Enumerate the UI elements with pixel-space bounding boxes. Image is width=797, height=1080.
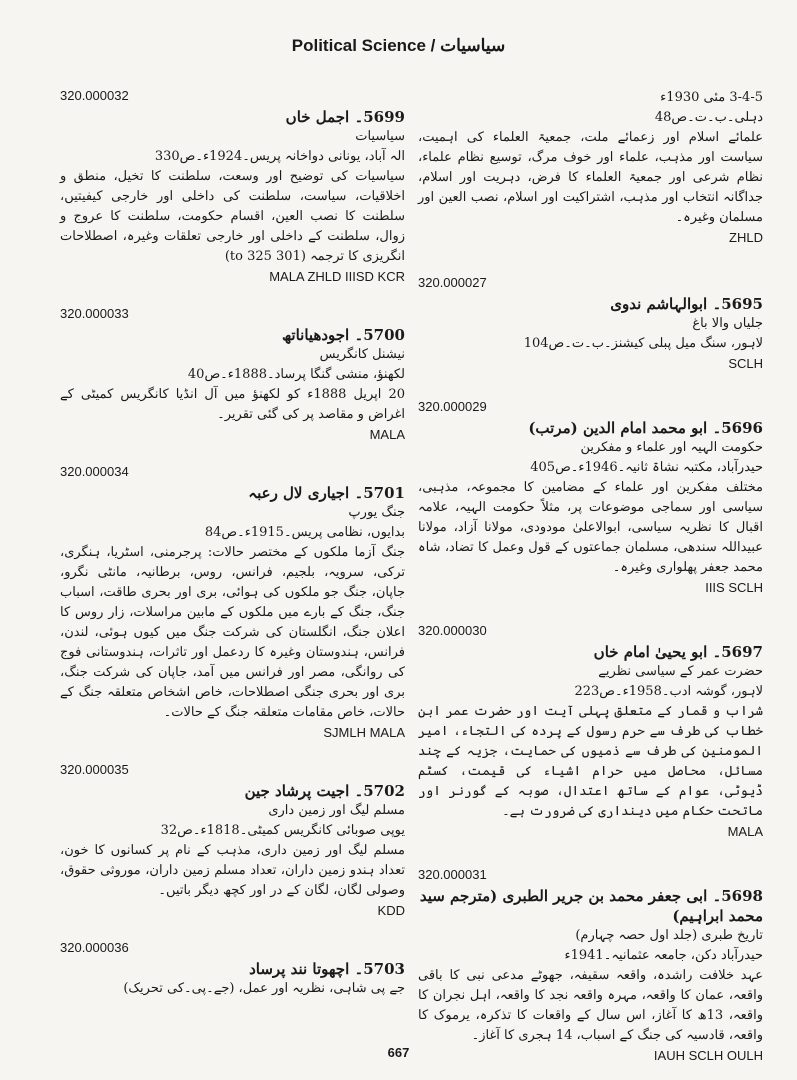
right-column — [418, 88, 763, 1063]
entry-description: علمائے اسلام اور زعمائے ملت، جمعیۃ العلماء کی اہمیت، سیاست اور مذہب، علماء اور خوف مرگ، توسیع نظام علماء، نظام شرعی اور جمعیۃ العلماء کا فرض، دہریت اور اسلام، جداگانہ انتخاب اور مذہب، اشتراکیت اور اسلام، نصب العین اور مسلمان وغیرہ۔ — [418, 130, 763, 225]
page-number: 667 — [387, 1045, 410, 1060]
entry-imprint: دہلی۔ب۔ت۔ص48 — [654, 110, 763, 125]
entry-date: 3-4-5 مئی 1930ء — [660, 90, 763, 105]
entry-imprint: لاہور، سنگ میل پبلی کیشنز۔ب۔ت۔ص104 — [523, 336, 763, 351]
entry-libraries: IIIS SCLH — [705, 580, 763, 595]
entry-imprint: یوپی صوبائی کانگریس کمیٹی۔1818ء۔ص32 — [160, 823, 405, 838]
entry-subject: تاریخ طبری (جلد اول حصہ چہارم) — [575, 928, 763, 943]
entry-subject: سیاسیات — [355, 129, 405, 144]
page-title: Political Science / سیاسیات — [291, 36, 506, 55]
entry-subject: مسلم لیگ اور زمین داری — [268, 803, 405, 818]
entry-imprint: الہ آباد، یونانی دواخانہ پریس۔1924ء۔ص330 — [154, 149, 405, 164]
entry-subject: جے پی شاہی، نظریہ اور عمل، (جے۔پی۔کی تحریک) — [123, 981, 405, 996]
entry-title: 5698۔ ابی جعفر محمد بن جریر الطبری (مترجم سید محمد ابراہیم) — [419, 887, 763, 925]
entry-description: عہد خلافت راشدہ، واقعہ سقیفہ، جھوٹے مدعی نبی کا باقی واقعہ، عمان کا واقعہ، مہرہ واقعہ نجد کا واقعہ، اہل نجران کا واقعہ، 13ھ کا آغاز، اس سال کے واقعات کا تذکرہ، یرموک کا واقعہ، قادسیہ کی جنگ کے اسباب، 14 ہجری کا آغاز۔ — [418, 968, 763, 1043]
call-number: 320.000029 — [418, 399, 487, 414]
entry-description: جنگ آزما ملکوں کے مختصر حالات: پرجرمنی، اسٹریا، ہنگری، ترکی، سرویہ، بلجیم، فرانس، روس، برطانیہ، مانٹی نگرو، جاپان، جنگ جو ملکوں کی ہوائی، بری اور بحری طاقت، اسباب جنگ، جنگ کے بارے میں ملکوں کے مابین مراسلات، زار روس کا اعلان جنگ، انگلستان کی شرکت جنگ میں کیوں ہوئی، لندن، فرانس، ہندوستان وغیرہ کا ردعمل اور تاثرات، ہندوستانی فوج کی روانگی، مصر اور فرانس میں آمد، جاپان کی شرکت جنگ، بری اور بحری جنگی اصطلاحات، خاص اشخاص متعلقہ جنگ کے حالات، خاص مقامات متعلقہ جنگ کے حالات۔ — [60, 545, 405, 720]
catalog-entry-5697 — [418, 623, 763, 839]
catalog-entry-5696 — [418, 399, 763, 595]
entry-imprint: بدایوں، نظامی پریس۔1915ء۔ص84 — [204, 525, 405, 540]
entry-imprint: لاہور، گوشہ ادب۔1958ء۔ص223 — [574, 684, 763, 699]
entry-subject: حضرت عمر کے سیاسی نظریے — [598, 664, 763, 679]
catalog-entry-5703 — [60, 940, 405, 999]
call-number: 320.000033 — [60, 306, 129, 321]
entry-description: مختلف مفکرین اور علماء کے مضامین کا مجموعہ، مذہبی، سیاسی اور سماجی موضوعات پر، مثلاً حکومت الہیہ، علامہ اقبال کا نظریہ سیاسی، ابوالاعلیٰ مودودی، مولانا آزاد، مولانا عبیداللہ سندھی، مسلمان جماعتوں کے قول وعمل کا تضاد، شاہ محمد جعفر پھلواری وغیرہ۔ — [418, 480, 763, 575]
call-number: 320.000036 — [60, 940, 129, 955]
entry-libraries: SCLH — [728, 356, 763, 371]
entry-subject: جلیاں والا باغ — [692, 316, 763, 331]
entry-libraries: SJMLH MALA — [323, 725, 405, 740]
catalog-entry-5699 — [60, 88, 405, 284]
catalog-entry-5700 — [60, 306, 405, 442]
entry-subject: نیشنل کانگریس — [319, 347, 405, 362]
entry-imprint: حیدرآباد دکن، جامعہ عثمانیہ۔1941ء — [564, 948, 763, 963]
entry-description: مسلم لیگ اور زمین داری، مذہب کے نام پر کسانوں کا خون، تعداد ہندو زمین داران، تعداد مسلم زمین داران، موروثی حقوق، وصولی لگان، لگان کے در اور کچھ دیگر باتیں۔ — [60, 843, 405, 898]
call-number: 320.000035 — [60, 762, 129, 777]
catalog-entry-continued — [418, 88, 763, 245]
entry-description: سیاسیات کی توضیح اور وسعت، سلطنت کا تخیل، منطق و اخلاقیات، سیاست، سلطنت کی داخلی اور خارجی کیفیتیں، سلطنت کا نصب العین، اقسام حکومت، سلطنت کا عروج و زوال، سلطنت کے داخلی اور خارجی تعلقات وغیرہ، اصطلاحات انگریزی کا ترجمہ (301 to 325) — [60, 169, 405, 264]
entry-title: 5701۔ اجیاری لال رعبہ — [248, 484, 405, 502]
left-column — [60, 88, 405, 999]
entry-imprint: لکھنؤ، منشی گنگا پرساد۔1888ء۔ص40 — [187, 367, 405, 382]
entry-title: 5703۔ اچھوتا نند پرساد — [249, 960, 405, 978]
call-number: 320.000031 — [418, 867, 487, 882]
catalog-entry-5698 — [418, 867, 763, 1063]
entry-libraries: KDD — [377, 903, 405, 918]
entry-title: 5699۔ اجمل خاں — [285, 108, 405, 126]
entry-libraries: MALA — [727, 824, 763, 839]
entry-libraries: IAUH SCLH OULH — [653, 1048, 763, 1063]
entry-libraries: ZHLD — [729, 230, 763, 245]
entry-title: 5700۔ اجودھیاناتھ — [281, 326, 405, 344]
entry-imprint: حیدرآباد، مکتبہ نشاۃ ثانیہ۔1946ء۔ص405 — [530, 460, 763, 475]
entry-subject: حکومت الہیہ اور علماء و مفکرین — [580, 440, 763, 455]
entry-title: 5696۔ ابو محمد امام الدین (مرتب) — [528, 419, 763, 437]
catalog-entry-5701 — [60, 464, 405, 740]
call-number: 320.000030 — [418, 623, 487, 638]
call-number: 320.000027 — [418, 275, 487, 290]
entry-title: 5702۔ اجیت پرشاد جین — [244, 782, 405, 800]
call-number: 320.000032 — [60, 88, 129, 103]
entry-title: 5697۔ ابو یحییٰ امام خاں — [593, 643, 763, 661]
entry-libraries: MALA — [369, 427, 405, 442]
catalog-entry-5702 — [60, 762, 405, 918]
entry-title: 5695۔ ابوالہاشم ندوی — [610, 295, 763, 313]
entry-libraries: MALA ZHLD IIISD KCR — [269, 269, 405, 284]
entry-description: شراب و قمار کے متعلق پہلی آیت اور حضرت عمر ابن خطاب کی طرف سے حرم رسول کے پردہ کی التجاء، امیر المومنین کی طرف سے ذمیوں کی حمایت، جزیہ کے چند مسائل، محاصل میں حرام اشیاء کی قیمت، کسٹم ڈیوٹی، عوام کے ساتھ اعتدال، صوبہ کے گورنر اور ماتحت حکام میں دینداری کی ضرورت ہے۔ — [418, 704, 763, 819]
call-number: 320.000034 — [60, 464, 129, 479]
catalog-entry-5695 — [418, 275, 763, 371]
entry-description: 20 اپریل 1888ء کو لکھنؤ میں آل انڈیا کانگریس کمیٹی کے اغراض و مقاصد پر کی گئی تقریر۔ — [60, 387, 405, 422]
entry-subject: جنگ یورپ — [348, 505, 405, 520]
